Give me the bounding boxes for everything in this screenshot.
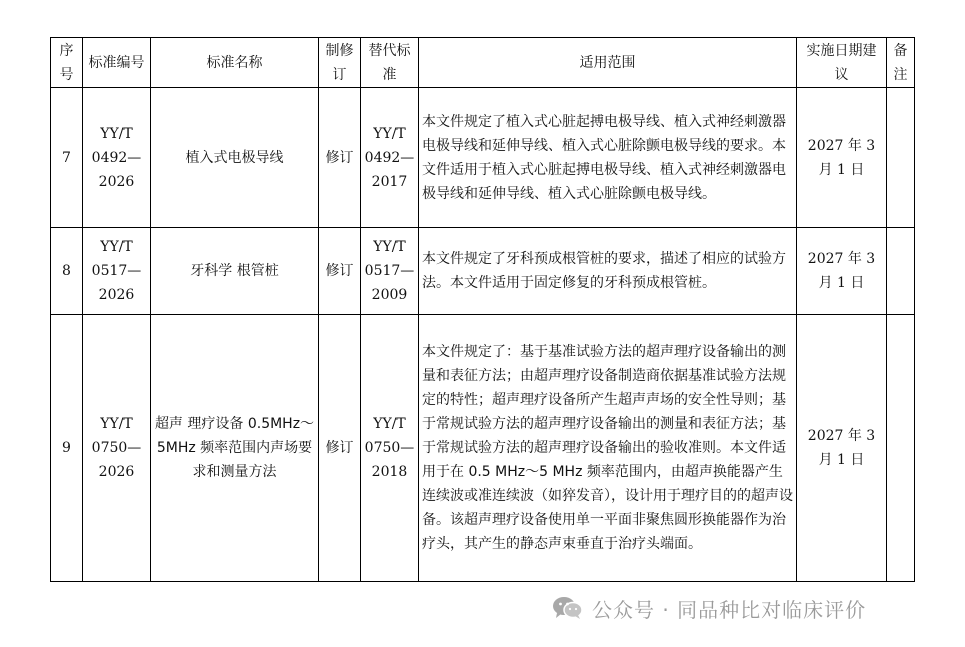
row-number: YY/T 0517—2026 bbox=[83, 228, 151, 315]
row-remark bbox=[887, 315, 915, 582]
header-number: 标准编号 bbox=[83, 38, 151, 88]
row-replaces: YY/T 0750—2018 bbox=[361, 315, 419, 582]
row-scope: 本文件规定了牙科预成根管桩的要求，描述了相应的试验方法。本文件适用于固定修复的牙科预成根管桩。 bbox=[419, 228, 797, 315]
table-row bbox=[51, 88, 915, 228]
row-name: 超声 理疗设备 0.5MHz～5MHz 频率范围内声场要求和测量方法 bbox=[151, 315, 319, 582]
row-remark bbox=[887, 228, 915, 315]
row-date: 2027 年 3 月 1 日 bbox=[797, 228, 887, 315]
header-name: 标准名称 bbox=[151, 38, 319, 88]
row-type: 修订 bbox=[319, 88, 361, 228]
standards-table bbox=[50, 37, 915, 582]
row-remark bbox=[887, 88, 915, 228]
row-no: 9 bbox=[51, 315, 83, 582]
row-number: YY/T 0492—2026 bbox=[83, 88, 151, 228]
table-row bbox=[51, 315, 915, 582]
row-scope: 本文件规定了植入式心脏起搏电极导线、植入式神经刺激器电极导线和延伸导线、植入式心脏除颤电极导线的要求。本文件适用于植入式心脏起搏电极导线、植入式神经刺激器电极导线和延伸导线、植入式心脏除颤电极导线。 bbox=[419, 88, 797, 228]
watermark bbox=[552, 594, 866, 622]
row-number: YY/T 0750—2026 bbox=[83, 315, 151, 582]
row-name: 植入式电极导线 bbox=[151, 88, 319, 228]
header-date: 实施日期建议 bbox=[797, 38, 887, 88]
row-date: 2027 年 3 月 1 日 bbox=[797, 88, 887, 228]
row-replaces: YY/T 0492—2017 bbox=[361, 88, 419, 228]
row-type: 修订 bbox=[319, 315, 361, 582]
header-scope: 适用范围 bbox=[419, 38, 797, 88]
watermark-text: 公众号 · 同品种比对临床评价 bbox=[592, 597, 867, 622]
table-header-row bbox=[51, 38, 915, 88]
row-replaces: YY/T 0517—2009 bbox=[361, 228, 419, 315]
row-date: 2027 年 3 月 1 日 bbox=[797, 315, 887, 582]
header-replaces: 替代标准 bbox=[361, 38, 419, 88]
row-no: 7 bbox=[51, 88, 83, 228]
row-no: 8 bbox=[51, 228, 83, 315]
row-type: 修订 bbox=[319, 228, 361, 315]
header-type: 制修订 bbox=[319, 38, 361, 88]
header-remark: 备注 bbox=[887, 38, 915, 88]
wechat-icon bbox=[552, 596, 584, 620]
row-name: 牙科学 根管桩 bbox=[151, 228, 319, 315]
table-row bbox=[51, 228, 915, 315]
row-scope: 本文件规定了：基于基准试验方法的超声理疗设备输出的测量和表征方法；由超声理疗设备制造商依据基准试验方法规定的特性；超声理疗设备所产生超声声场的安全性导则；基于常规试验方法的超声理疗设备输出的测量和表征方法；基于常规试验方法的超声理疗设备输出的验收准则。本文件适用于在 0.5 MHz～5 MHz 频率范围内，由超声换能器产生连续波或准连续波（如猝发音），设计用于理疗目的的超声设备。该超声理疗设备使用单一平面非聚焦圆形换能器作为治疗头，其产生的静态声束垂直于治疗头端面。 bbox=[419, 315, 797, 582]
header-no: 序号 bbox=[51, 38, 83, 88]
